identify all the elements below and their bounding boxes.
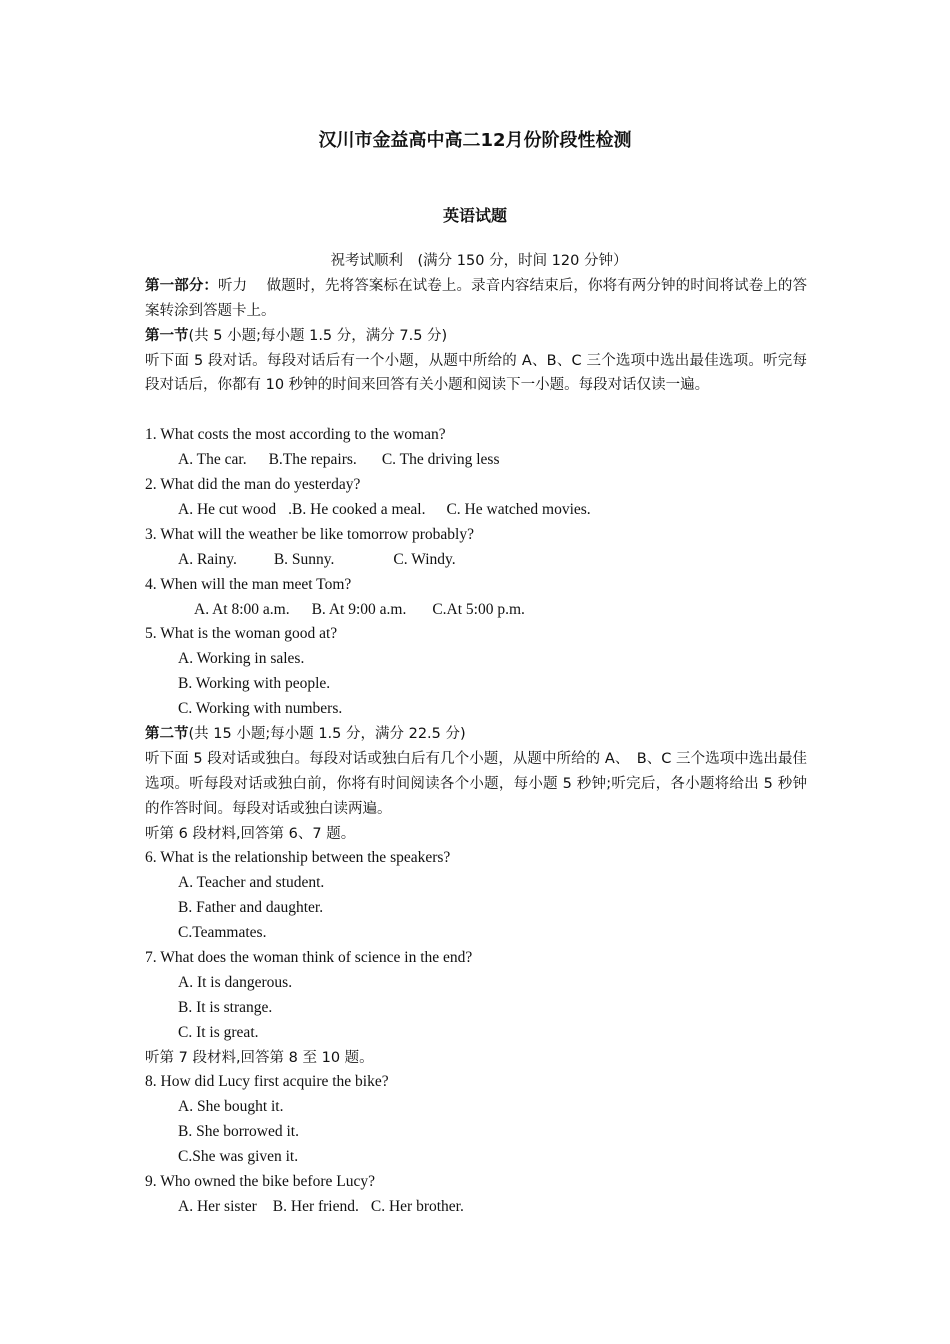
option-a: A. Teacher and student. <box>178 874 325 892</box>
section2-heading: 第二节 <box>145 725 189 742</box>
option-a: A. The car. <box>178 451 247 469</box>
option-b: B.The repairs. <box>268 451 357 469</box>
option-b: B. Father and daughter. <box>178 899 324 917</box>
question-2: 2. What did the man do yesterday? <box>145 476 361 494</box>
option-b: B. At 9:00 a.m. <box>311 600 407 618</box>
part1-intro <box>145 274 807 324</box>
option-b: B. Her friend. <box>272 1197 359 1215</box>
options-1 <box>145 448 807 473</box>
exam-subtitle: 英语试题 <box>442 206 507 225</box>
question-6: 6. What is the relationship between the speakers? <box>145 849 451 867</box>
option-b: B. It is strange. <box>178 998 273 1016</box>
option-a: A. He cut wood <box>178 500 277 518</box>
option-c: C. It is great. <box>178 1023 259 1041</box>
option-a: A. At 8:00 a.m. <box>194 600 290 618</box>
question-5: 5. What is the woman good at? <box>145 625 338 643</box>
option-b: .B. He cooked a meal. <box>288 500 426 518</box>
section1-instructions: 听下面 5 段对话。每段对话后有一个小题，从题中所给的 A、B、C 三个选项中选出最佳选项。听完每段对话后，你都有 10 秒钟的时间来回答有关小题和阅读下一小题。每段对话仅读一遍。 <box>145 352 807 394</box>
options-9 <box>145 1195 807 1220</box>
option-b: B. She borrowed it. <box>178 1123 299 1141</box>
option-c: C.Teammates. <box>178 924 267 942</box>
options-3 <box>145 548 807 573</box>
option-c: C. He watched movies. <box>446 500 591 518</box>
option-c: C. Windy. <box>393 550 456 568</box>
question-9: 9. Who owned the bike before Lucy? <box>145 1173 375 1190</box>
option-c: C.She was given it. <box>178 1148 299 1166</box>
material-7-note: 听第 7 段材料,回答第 8 至 10 题。 <box>145 1049 374 1066</box>
question-8: 8. How did Lucy first acquire the bike? <box>145 1073 389 1091</box>
material-6-note: 听第 6 段材料,回答第 6、7 题。 <box>145 825 356 842</box>
section2-heading-detail: (共 15 小题;每小题 1.5 分，满分 22.5 分) <box>188 725 466 742</box>
option-a: A. She bought it. <box>178 1098 284 1116</box>
question-7: 7. What does the woman think of science in the end? <box>145 948 473 966</box>
option-b: B. Sunny. <box>273 550 335 568</box>
question-3: 3. What will the weather be like tomorrow probably? <box>145 525 474 543</box>
exam-body <box>145 249 807 1220</box>
section2-heading-line <box>145 722 807 747</box>
option-c: C.At 5:00 p.m. <box>432 600 525 618</box>
part1-heading: 第一部分： <box>145 277 219 294</box>
section1-heading-line <box>145 324 807 349</box>
part1-text: 听力 做题时，先将答案标在试卷上。录音内容结束后，你将有两分钟的时间将试卷上的答案转涂到答题卡上。 <box>145 277 807 319</box>
option-c: C. The driving less <box>381 451 500 469</box>
option-c: C. Working with numbers. <box>178 700 343 718</box>
exam-title: 汉川市金益高中高二12月份阶段性检测 <box>318 130 632 151</box>
exam-motto: 祝考试顺利 (满分 150 分，时间 120 分钟） <box>330 253 628 269</box>
option-c: C. Her brother. <box>370 1197 464 1215</box>
option-a: A. It is dangerous. <box>178 973 293 991</box>
question-4: 4. When will the man meet Tom? <box>145 575 352 593</box>
option-a: A. Rainy. <box>178 550 237 568</box>
question-1: 1. What costs the most according to the woman? <box>145 426 446 444</box>
section2-instructions: 听下面 5 段对话或独白。每段对话或独白后有几个小题，从题中所给的 A、 B、C 三个选项中选出最佳选项。听每段对话或独白前，你将有时间阅读各个小题，每小题 5 秒钟;听完后，各小题将给出 5 秒钟的作答时间。每段对话或独白读两遍。 <box>145 750 807 817</box>
options-4 <box>145 598 807 623</box>
section1-heading: 第一节 <box>145 327 189 344</box>
section1-heading-detail: (共 5 小题;每小题 1.5 分，满分 7.5 分) <box>188 327 448 344</box>
option-a: A. Her sister <box>178 1197 257 1215</box>
options-2 <box>145 498 807 523</box>
option-b: B. Working with people. <box>178 675 331 693</box>
option-a: A. Working in sales. <box>178 650 305 668</box>
